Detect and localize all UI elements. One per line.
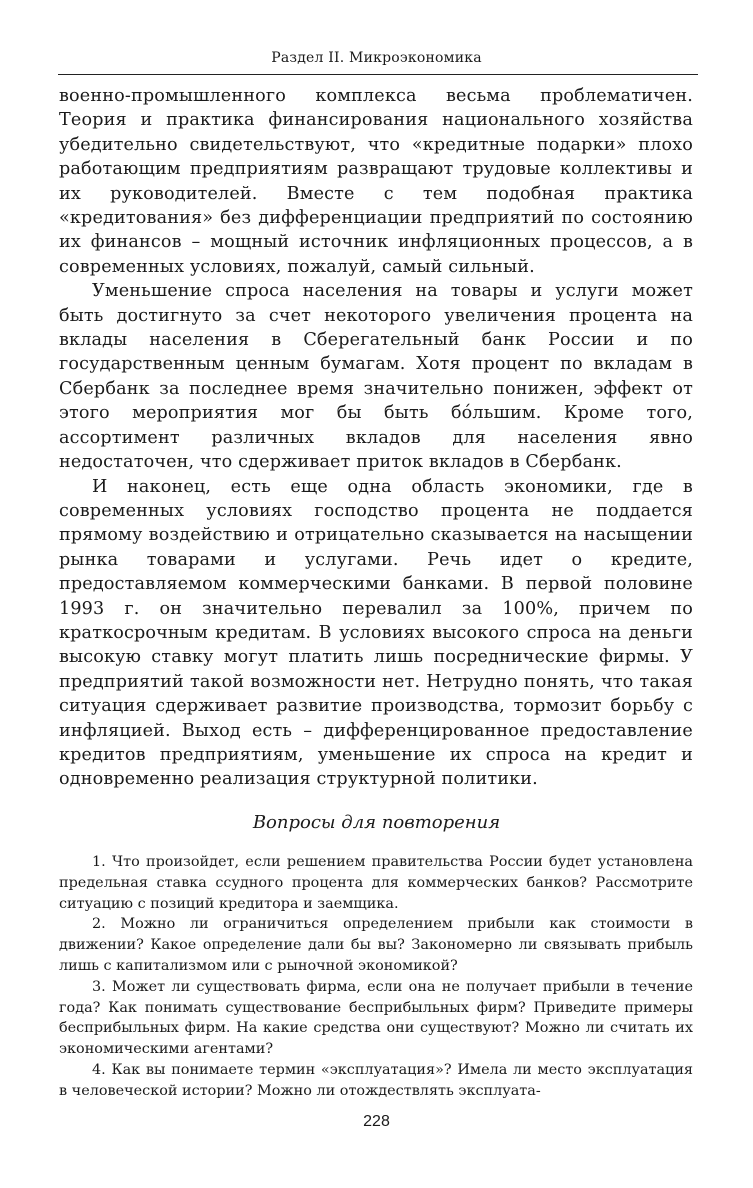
question-1: 1. Что произойдет, если решением правительства России будет установлена предельная ставка ссудного процента для коммерческих банков? Рассмотрите ситуацию с позиций кредитора и заемщика.: [59, 854, 693, 912]
header-rule: [58, 74, 698, 75]
body-paragraph-3: И наконец, есть еще одна область экономики, где в современных условиях господство процента не поддается прямому воздействию и отрицательно сказывается на насыщении рынка товарами и услугами. Речь идет о кредите, предоставляемом коммерческими банками. В первой половине 1993 г. он значительно перевалил за 100%, причем по краткосрочным кредитам. В условиях высокого спроса на деньги высокую ставку могут платить лишь посреднические фирмы. У предприятий такой возможности нет. Нетрудно понять, что такая ситуация сдерживает развитие производства, тормозит борьбу с инфляцией. Выход есть – дифференцированное предоставление кредитов предприятиям, уменьшение их спроса на кредит и одновременно реализация структурной политики.: [59, 476, 693, 790]
body-paragraph-2: Уменьшение спроса населения на товары и услуги может быть достигнуто за счет некоторого увеличения процента на вклады населения в Сберегательный банк России и по государственным ценным бумагам. Хотя процент по вкладам в Сбербанк за последнее время значительно понижен, эффект от этого мероприятия мог бы быть бóльшим. Кроме того, ассортимент различных вкладов для населения явно недостаточен, что сдерживает приток вкладов в Сбербанк.: [59, 281, 693, 473]
main-text: [59, 84, 693, 792]
question-3: 3. Может ли существовать фирма, если она не получает прибыли в течение года? Как понимать существование бесприбыльных фирм? Приведите примеры бесприбыльных фирм. На какие средства они существуют? Можно ли считать их экономическими агентами?: [59, 978, 693, 1058]
page-number: 228: [363, 1113, 390, 1130]
section-title: Вопросы для повторения: [252, 812, 501, 833]
review-questions: [59, 852, 693, 1102]
body-paragraph-1: военно-промышленного комплекса весьма проблематичен. Теория и практика финансирования национального хозяйства убедительно свидетельствуют, что «кредитные подарки» плохо работающим предприятиям развращают трудовые коллективы и их руководителей. Вместе с тем подобная практика «кредитования» без дифференциации предприятий по состоянию их финансов – мощный источник инфляционных процессов, а в современных условиях, пожалуй, самый сильный.: [59, 86, 693, 277]
question-4: 4. Как вы понимаете термин «эксплуатация»? Имела ли место эксплуатация в человеческой истории? Можно ли отождествлять эксплуата-: [59, 1061, 693, 1099]
question-2: 2. Можно ли ограничиться определением прибыли как стоимости в движении? Какое определение дали бы вы? Закономерно ли связывать прибыль лишь с капитализмом или с рыночной экономикой?: [59, 916, 693, 974]
running-header: Раздел II. Микроэкономика: [271, 50, 482, 66]
